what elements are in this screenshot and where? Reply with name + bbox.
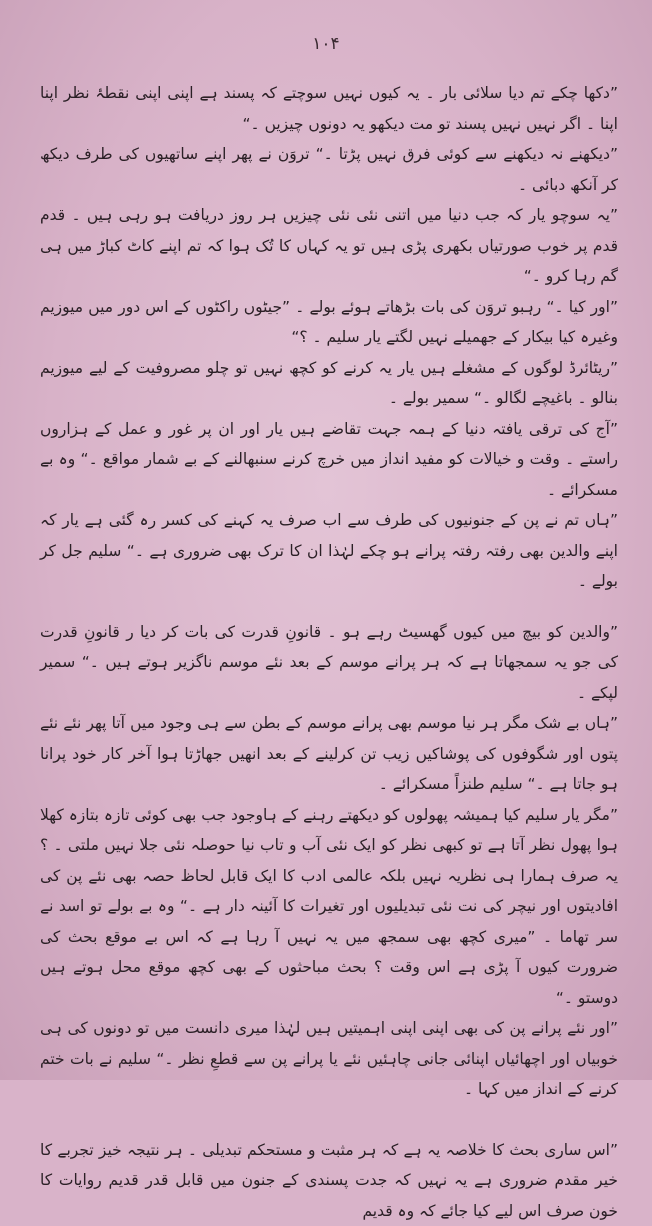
paragraph: ”ریٹائرڈ لوگوں کے مشغلے ہیں یار یہ کرنے کو کچھ نہیں تو چلو مصروفیت کے لیے میوزیم بنالو ۔ باغیچے لگالو ۔“ سمیر بولے ۔ — [40, 353, 618, 414]
paragraph: ”اور کیا ۔“ رہبو تروَن کی بات بڑھاتے ہوئے بولے ۔ ”جیٹوں راکٹوں کے اس دور میں میوزیم وغیرہ کیا بیکار کے جھمیلے نہیں لگتے یار سلیم ۔ ؟“ — [40, 292, 618, 353]
paragraph: ”والدین کو بیچ میں کیوں گھسیٹ رہے ہو ۔ قانونِ قدرت کی بات کر دیا ر قانونِ قدرت کی جو یہ سمجھاتا ہے کہ ہر پرانے موسم کے بعد نئے موسم ناگزیر ہوتے ہیں ۔“ سمیر لپکے ۔ — [40, 617, 618, 709]
paragraph: ”اس ساری بحث کا خلاصہ یہ ہے کہ ہر مثبت و مستحکم تبدیلی ۔ ہر نتیجہ خیز تجربے کا خیر مقدم ضروری ہے یہ نہیں کہ جدت پسندی کے جنون میں قابل قدر قدیم روایات کا خون صرف اس لیے کیا جائے کہ وہ قدیم — [40, 1135, 618, 1226]
paragraph: ”آج کی ترقی یافتہ دنیا کے ہمہ جہت تقاضے ہیں یار اور ان پر غور و عمل کے ہزاروں راستے ۔ وقت و خیالات کو مفید انداز میں خرچ کرنے سنبھالنے کے بے شمار مواقع ۔“ وہ بے مسکرائے ۔ — [40, 414, 618, 506]
paragraph: ”یہ سوچو یار کہ جب دنیا میں اتنی نئی نئی چیزیں ہر روز دریافت ہو رہی ہیں ۔ قدم قدم پر خوب صورتیاں بکھری پڑی ہیں تو یہ کہاں کا تُک ہوا کہ تم اپنے کاٹ کباڑ میں ہی گم رہا کرو ۔“ — [40, 200, 618, 292]
paragraph: ”دکھا چکے تم دیا سلائی بار ۔ یہ کیوں نہیں سوچتے کہ پسند ہے اپنی اپنی نقطۂ نظر اپنا اپنا ۔ اگر نہیں نہیں پسند تو مت دیکھو یہ دونوں چیزیں ۔“ — [40, 78, 618, 139]
paragraph: ”دیکھنے نہ دیکھنے سے کوئی فرق نہیں پڑتا ۔“ تروَن نے پھر اپنے ساتھیوں کی طرف دیکھ کر آنکھ دبائی ۔ — [40, 139, 618, 200]
paragraph: ”مگر یار سلیم کیا ہمیشہ پھولوں کو دیکھتے رہنے کے ہاوجود جب بھی کوئی تازہ بتازہ کھلا ہوا پھول نظر آتا ہے تو کبھی نظر کو ایک نئی آب و تاب نیا حوصلہ نئی جلا نہیں ملتی ۔ ؟ یہ صرف ہمارا ہی نظریہ نہیں بلکہ عالمی ادب کا ایک قابل لحاظ حصہ بھی نئے پن کی افادیتوں اور نیچر کی نت نئی تبدیلیوں اور تغیرات کا آئینہ دار ہے ۔“ وہ بے بولے تو اسد نے سر تھاما ۔ ”میری کچھ بھی سمجھ میں یہ نہیں آ رہا ہے کہ اس بے موقع بحث کی ضرورت کیوں آ پڑی ہے اس وقت ؟ بحث مباحثوں کے بھی کچھ موقع محل ہوتے ہیں دوستو ۔“ — [40, 800, 618, 1014]
paragraph: ”اور نئے پرانے پن کی بھی اپنی اپنی اہمیتیں ہیں لہٰذا میری دانست میں تو دونوں کی ہی خوبیاں اور اچھائیاں اپنائی جانی چاہئیں نئے یا پرانے پن سے قطعِ نظر ۔“ سلیم نے بات ختم کرنے کے انداز میں کہا ۔ — [40, 1013, 618, 1105]
paragraph: ”ہاں بے شک مگر ہر نیا موسم بھی پرانے موسم کے بطن سے ہی وجود میں آتا پھر نئے نئے پتوں اور شگوفوں کی پوشاکیں زیب تن کرلینے کے بعد انھیں جھاڑتا ہوا آخر کار خود پرانا ہو جاتا ہے ۔“ سلیم طنزاً مسکرائے ۔ — [40, 708, 618, 800]
page-number: ۱۰۴ — [0, 34, 652, 54]
paragraph: ”ہاں تم نے پن کے جنونیوں کی طرف سے اب صرف یہ کہنے کی کسر رہ گئی ہے یار کہ اپنے والدین بھی رفتہ رفتہ پرانے ہو چکے لہٰذا ان کا ترک بھی ضروری ہے ۔“ سلیم جل کر بولے ۔ — [40, 505, 618, 597]
page-text — [40, 78, 618, 1226]
